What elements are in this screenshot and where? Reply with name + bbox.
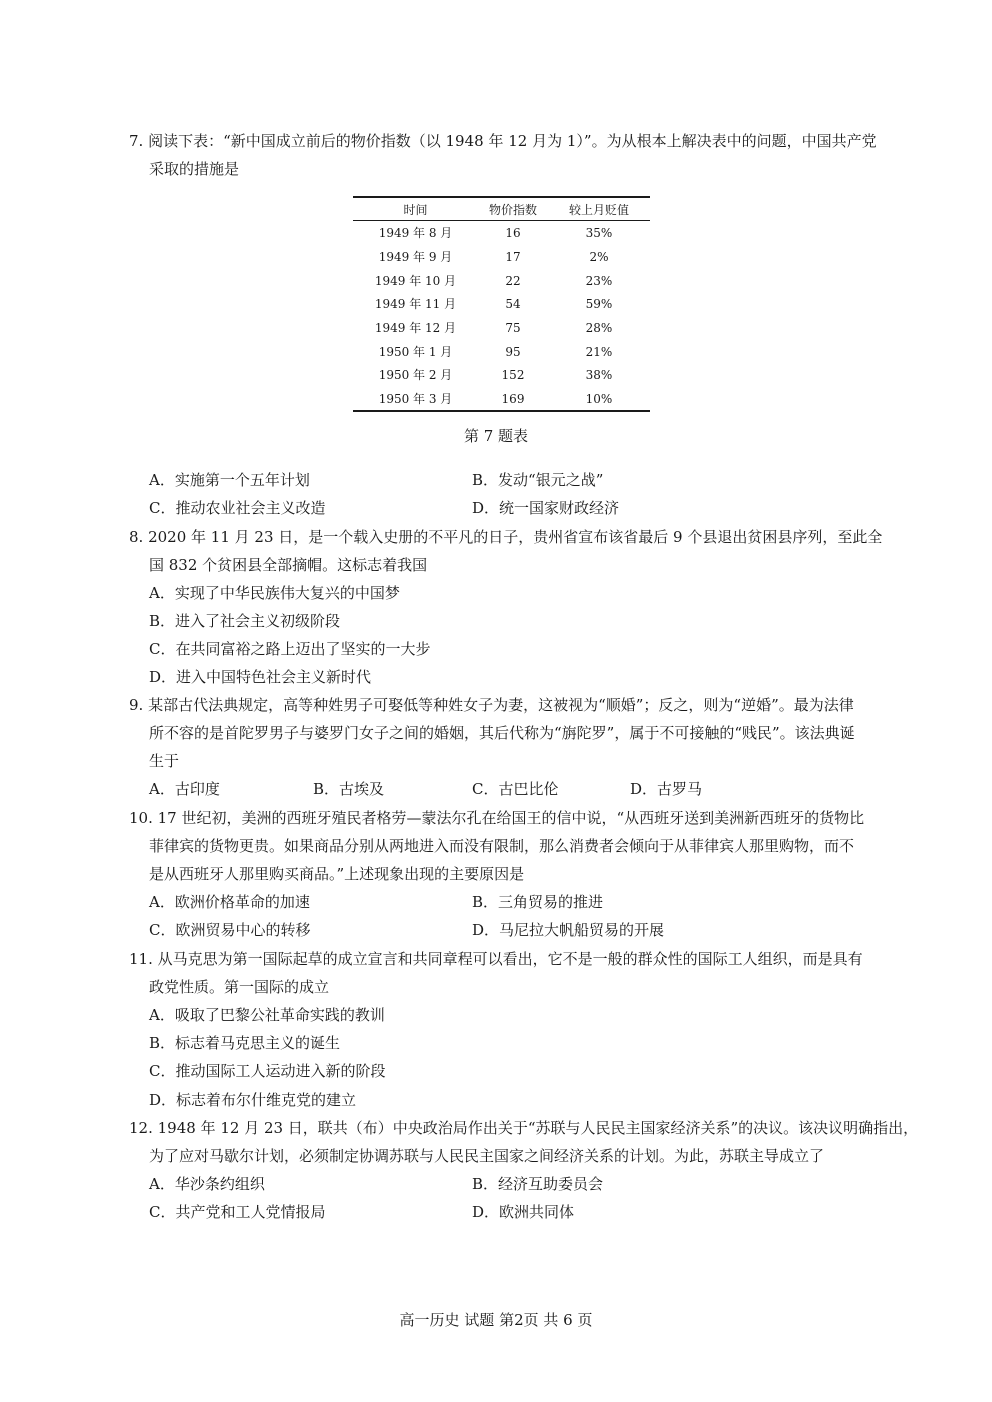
q7-stem-line2: 采取的措施是 bbox=[149, 160, 240, 178]
table-cell-index: 17 bbox=[505, 250, 521, 264]
table-cell-index: 75 bbox=[505, 321, 521, 335]
q11-option-d[interactable]: D．标志着布尔什维克党的建立 bbox=[149, 1091, 357, 1109]
table-cell-devaluation: 2% bbox=[589, 250, 609, 264]
table-cell-devaluation: 35% bbox=[585, 226, 613, 240]
table-row bbox=[353, 363, 650, 387]
table-cell-time: 1949 年 10 月 bbox=[374, 274, 457, 288]
table-row bbox=[353, 387, 650, 411]
q9-option-d[interactable]: D．古罗马 bbox=[630, 780, 703, 798]
table-cell-devaluation: 23% bbox=[585, 274, 613, 288]
table-cell-devaluation: 38% bbox=[585, 368, 613, 382]
table-row bbox=[353, 269, 650, 293]
q8-option-a[interactable]: A．实现了中华民族伟大复兴的中国梦 bbox=[149, 584, 400, 602]
q9-stem-line1: 9. 某部古代法典规定，高等种姓男子可娶低等种姓女子为妻，这被视为“顺婚”；反之，则为“逆婚”。最为法律 bbox=[129, 696, 854, 714]
q10-stem-line2: 菲律宾的货物更贵。如果商品分别从两地进入而没有限制，那么消费者会倾向于从菲律宾人那里购物，而不 bbox=[149, 837, 855, 855]
table-row bbox=[353, 245, 650, 269]
q12-option-d[interactable]: D．欧洲共同体 bbox=[472, 1203, 575, 1221]
q11-option-c[interactable]: C．推动国际工人运动进入新的阶段 bbox=[149, 1062, 386, 1080]
table-cell-time: 1950 年 2 月 bbox=[378, 368, 453, 382]
q7-option-d[interactable]: D．统一国家财政经济 bbox=[472, 499, 620, 517]
table-row bbox=[353, 221, 650, 245]
q9-option-a[interactable]: A．古印度 bbox=[149, 780, 220, 798]
q12-stem-line2: 为了应对马歇尔计划，必须制定协调苏联与人民民主国家之间经济关系的计划。为此，苏联主导成立了 bbox=[149, 1147, 825, 1165]
table-header-row bbox=[353, 198, 650, 222]
table-cell-index: 16 bbox=[505, 226, 521, 240]
q8-stem-line2: 国 832 个贫困县全部摘帽。这标志着我国 bbox=[149, 556, 428, 574]
q9-stem-line2: 所不容的是首陀罗男子与婆罗门女子之间的婚姻，其后代称为“旃陀罗”，属于不可接触的“贱民”。该法典诞 bbox=[149, 724, 855, 742]
table-cell-index: 169 bbox=[501, 392, 525, 406]
page-footer: 高一历史 试题 第2页 共 6 页 bbox=[399, 1311, 593, 1329]
q9-option-b[interactable]: B．古埃及 bbox=[313, 780, 385, 798]
q11-option-b[interactable]: B．标志着马克思主义的诞生 bbox=[149, 1034, 341, 1052]
table-cell-index: 54 bbox=[505, 297, 521, 311]
table-cell-index: 95 bbox=[505, 345, 521, 359]
table-row bbox=[353, 340, 650, 364]
table-header-devaluation: 较上月贬值 bbox=[568, 203, 629, 217]
q8-option-d[interactable]: D．进入中国特色社会主义新时代 bbox=[149, 668, 372, 686]
q10-option-d[interactable]: D．马尼拉大帆船贸易的开展 bbox=[472, 921, 665, 939]
table-cell-time: 1949 年 12 月 bbox=[374, 321, 457, 335]
table-cell-time: 1950 年 1 月 bbox=[378, 345, 453, 359]
q12-option-b[interactable]: B．经济互助委员会 bbox=[472, 1175, 604, 1193]
table-row bbox=[353, 316, 650, 340]
table-cell-devaluation: 10% bbox=[585, 392, 613, 406]
table-cell-devaluation: 21% bbox=[585, 345, 613, 359]
table-cell-time: 1950 年 3 月 bbox=[378, 392, 453, 406]
q8-stem-line1: 8. 2020 年 11 月 23 日，是一个载入史册的不平凡的日子，贵州省宣布该省最后 9 个县退出贫困县序列，至此全 bbox=[129, 528, 883, 546]
q12-option-a[interactable]: A．华沙条约组织 bbox=[149, 1175, 265, 1193]
table-cell-time: 1949 年 9 月 bbox=[378, 250, 453, 264]
q10-option-b[interactable]: B．三角贸易的推进 bbox=[472, 893, 604, 911]
table-cell-index: 152 bbox=[501, 368, 525, 382]
table-header-price-index: 物价指数 bbox=[488, 203, 537, 217]
table-cell-time: 1949 年 8 月 bbox=[378, 226, 453, 240]
table-cell-devaluation: 28% bbox=[585, 321, 613, 335]
q10-option-a[interactable]: A．欧洲价格革命的加速 bbox=[149, 893, 310, 911]
q7-stem-line1: 7. 阅读下表：“新中国成立前后的物价指数（以 1948 年 12 月为 1）”。为从根本上解决表中的问题，中国共产党 bbox=[129, 132, 877, 150]
q8-option-c[interactable]: C．在共同富裕之路上迈出了坚实的一大步 bbox=[149, 640, 431, 658]
q9-option-c[interactable]: C．古巴比伦 bbox=[472, 780, 559, 798]
q10-option-c[interactable]: C．欧洲贸易中心的转移 bbox=[149, 921, 311, 939]
table-row bbox=[353, 292, 650, 316]
table-cell-index: 22 bbox=[505, 274, 521, 288]
table-cell-time: 1949 年 11 月 bbox=[374, 297, 457, 311]
q11-stem-line2: 政党性质。第一国际的成立 bbox=[149, 978, 330, 996]
table-header-time: 时间 bbox=[403, 203, 428, 217]
q7-option-a[interactable]: A．实施第一个五年计划 bbox=[149, 471, 310, 489]
q10-stem-line1: 10. 17 世纪初，美洲的西班牙殖民者格劳—蒙法尔孔在给国王的信中说，“从西班牙送到美洲新西班牙的货物比 bbox=[129, 809, 865, 827]
q8-option-b[interactable]: B．进入了社会主义初级阶段 bbox=[149, 612, 341, 630]
q7-option-c[interactable]: C．推动农业社会主义改造 bbox=[149, 499, 326, 517]
q11-option-a[interactable]: A．吸取了巴黎公社革命实践的教训 bbox=[149, 1006, 385, 1024]
q7-option-b[interactable]: B．发动“银元之战” bbox=[472, 471, 604, 489]
table-cell-devaluation: 59% bbox=[585, 297, 613, 311]
q11-stem-line1: 11. 从马克思为第一国际起草的成立宣言和共同章程可以看出，它不是一般的群众性的国际工人组织，而是具有 bbox=[129, 950, 863, 968]
table-bottom-rule bbox=[353, 410, 650, 412]
q12-stem-line1: 12. 1948 年 12 月 23 日，联共（布）中央政治局作出关于“苏联与人民民主国家经济关系”的决议。该决议明确指出， bbox=[129, 1119, 919, 1137]
q9-stem-line3: 生于 bbox=[149, 752, 180, 770]
q12-option-c[interactable]: C．共产党和工人党情报局 bbox=[149, 1203, 326, 1221]
table-caption: 第 7 题表 bbox=[463, 427, 529, 445]
q10-stem-line3: 是从西班牙人那里购买商品。”上述现象出现的主要原因是 bbox=[149, 865, 525, 883]
